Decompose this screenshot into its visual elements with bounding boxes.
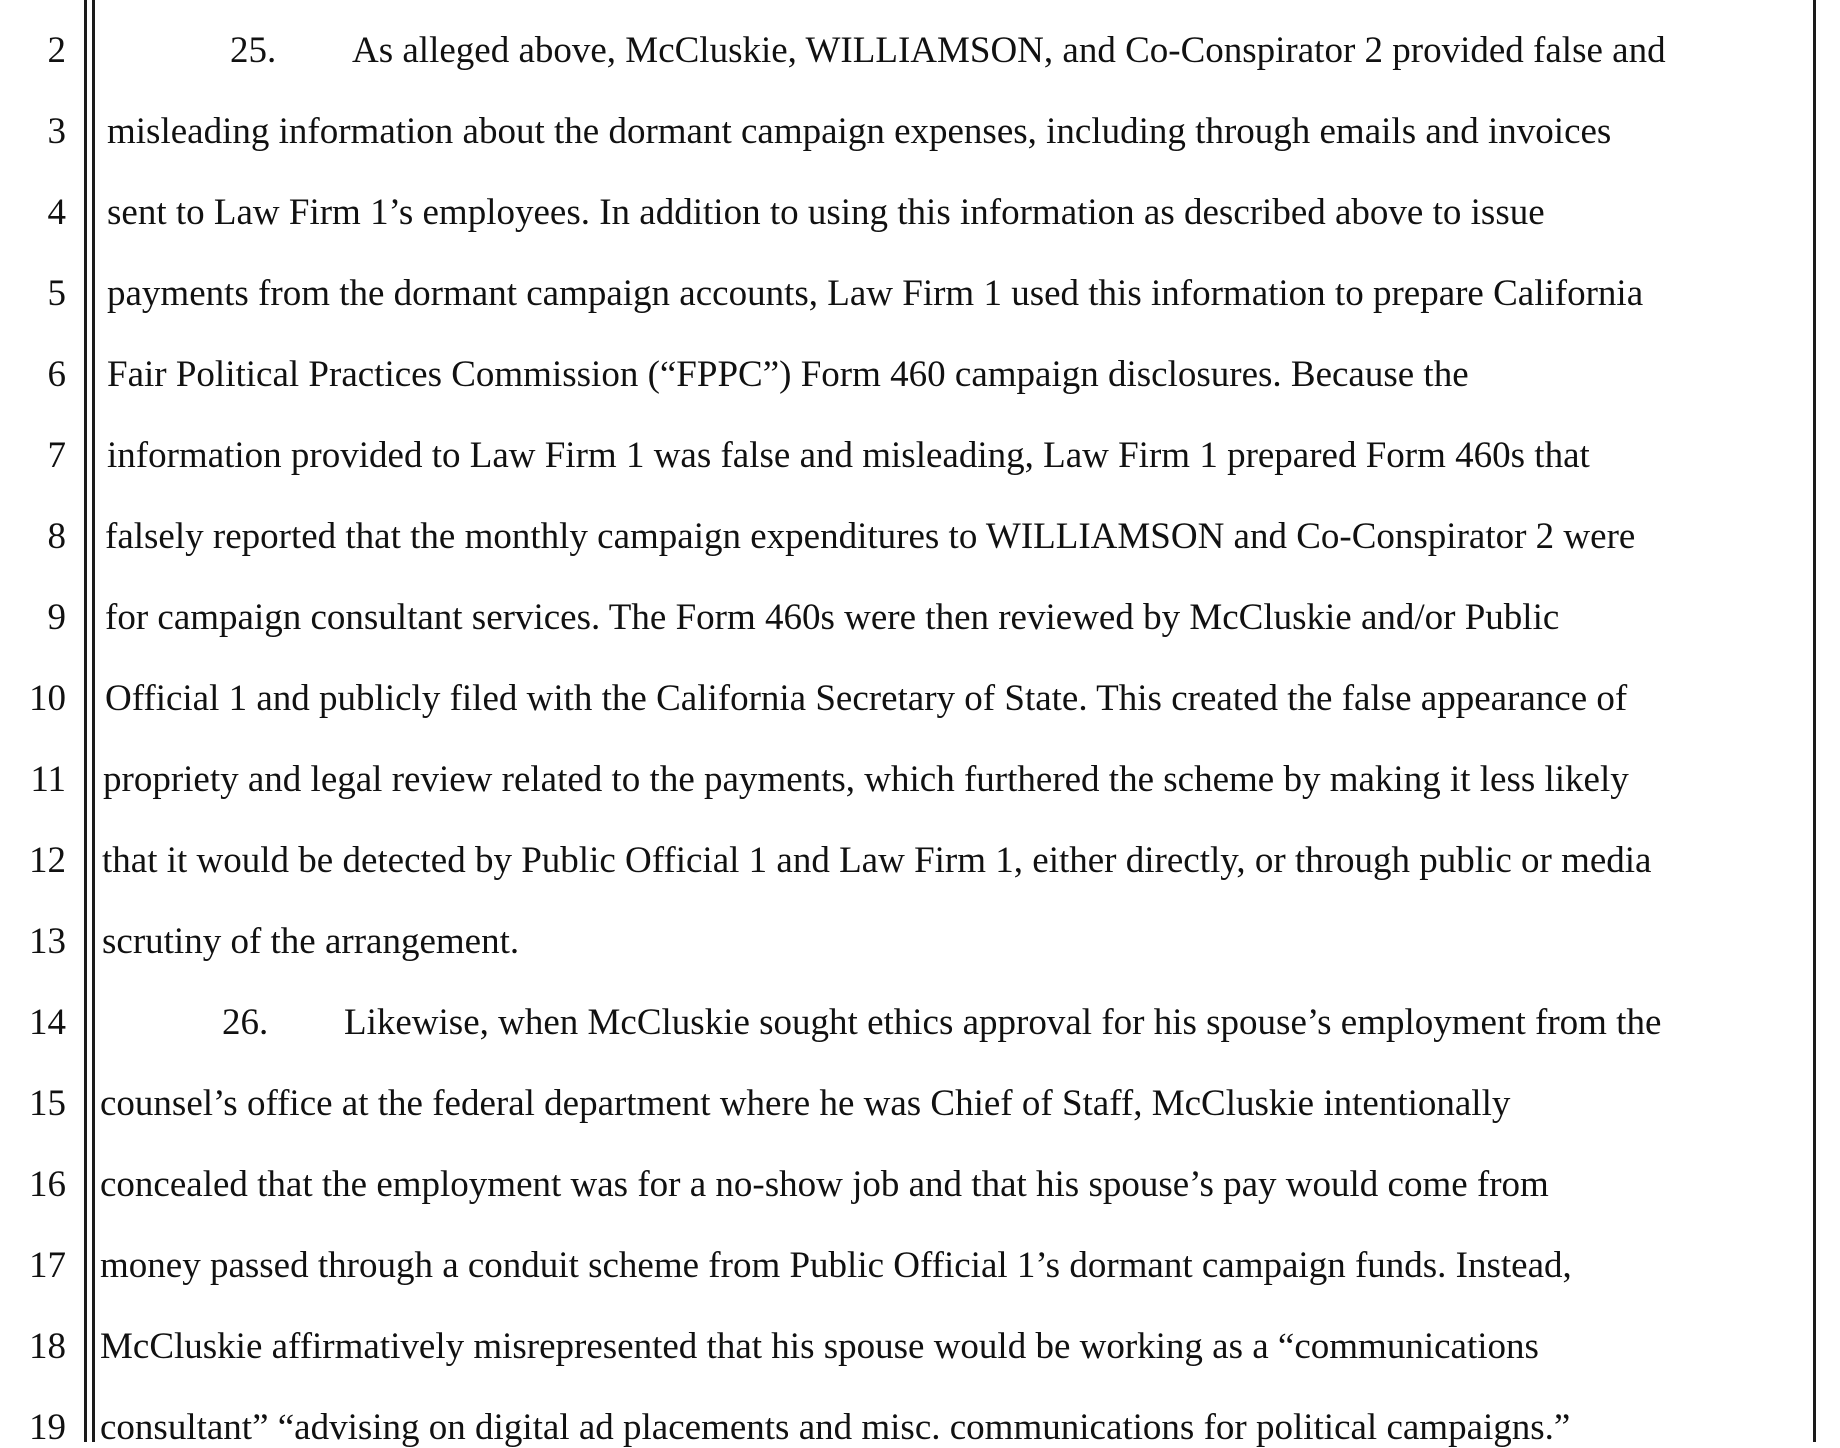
line-number: 4 (47, 192, 66, 233)
paragraph-25-line: falsely reported that the monthly campaign expenditures to WILLIAMSON and Co-Conspirator 2 were (105, 516, 1636, 557)
paragraph-25-line: Fair Political Practices Commission (“FPPC”) Form 460 campaign disclosures. Because the (107, 354, 1469, 395)
line-number: 14 (29, 1002, 66, 1043)
line-number: 2 (47, 30, 66, 71)
line-number: 3 (47, 111, 66, 152)
line-number: 5 (47, 273, 66, 314)
line-number: 7 (47, 435, 66, 476)
line-number: 17 (29, 1245, 66, 1286)
paragraph-text: As alleged above, McCluskie, WILLIAMSON, and Co-Conspirator 2 provided false and (352, 30, 1666, 71)
paragraph-26-line (222, 1004, 1661, 1041)
line-number: 15 (29, 1083, 66, 1124)
paragraph-25-line: for campaign consultant services. The Form 460s were then reviewed by McCluskie and/or Public (105, 597, 1560, 638)
line-number: 8 (47, 516, 66, 557)
line-number: 16 (29, 1164, 66, 1205)
paragraph-25-line: scrutiny of the arrangement. (102, 921, 520, 962)
paragraph-25-line: misleading information about the dormant campaign expenses, including through emails and invoices (107, 111, 1612, 152)
line-number: 12 (29, 840, 66, 881)
paragraph-26-line: McCluskie affirmatively misrepresented that his spouse would be working as a “communications (100, 1326, 1539, 1367)
paragraph-25-line: that it would be detected by Public Official 1 and Law Firm 1, either directly, or through public or media (102, 840, 1652, 881)
line-number: 9 (47, 597, 66, 638)
paragraph-25-line: Official 1 and publicly filed with the California Secretary of State. This created the false appearance of (105, 678, 1628, 719)
paragraph-25-line: information provided to Law Firm 1 was false and misleading, Law Firm 1 prepared Form 460s that (107, 435, 1590, 476)
paragraph-25-line (230, 32, 1666, 69)
line-number: 13 (29, 921, 66, 962)
line-number: 19 (29, 1407, 66, 1448)
line-number: 10 (29, 678, 66, 719)
paragraph-number: 26. (222, 1002, 269, 1043)
paragraph-25-line: payments from the dormant campaign accounts, Law Firm 1 used this information to prepare California (107, 273, 1644, 314)
paragraph-26-line: concealed that the employment was for a no-show job and that his spouse’s pay would come from (100, 1164, 1549, 1205)
paragraph-number: 25. (230, 30, 277, 71)
line-number: 6 (47, 354, 66, 395)
paragraph-26-line: money passed through a conduit scheme from Public Official 1’s dormant campaign funds. Instead, (100, 1245, 1572, 1286)
paragraph-26-line: consultant” “advising on digital ad placements and misc. communications for political campaigns.” (100, 1407, 1571, 1448)
line-number: 18 (29, 1326, 66, 1367)
line-number: 11 (30, 759, 66, 800)
paragraph-26-line: counsel’s office at the federal department where he was Chief of Staff, McCluskie intentionally (100, 1083, 1511, 1124)
paragraph-25-line: sent to Law Firm 1’s employees. In addition to using this information as described above to issue (107, 192, 1545, 233)
paragraph-text: Likewise, when McCluskie sought ethics approval for his spouse’s employment from the (344, 1002, 1662, 1043)
paragraph-25-line: propriety and legal review related to the payments, which furthered the scheme by making it less likely (103, 759, 1629, 800)
